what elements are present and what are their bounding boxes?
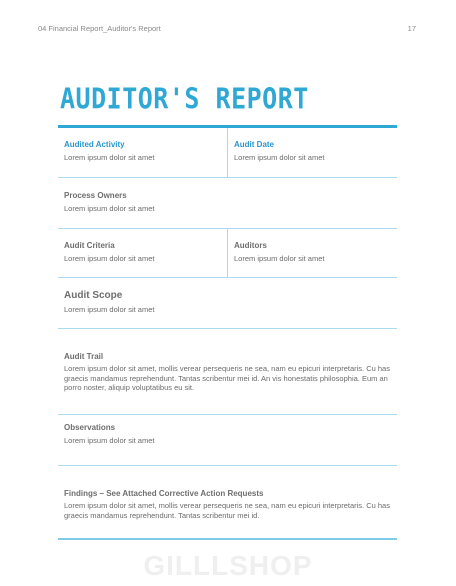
process-owners-field — [64, 191, 154, 214]
audit-trail-field — [64, 352, 399, 393]
observations-field — [64, 423, 154, 446]
audited-activity-label: Audited Activity — [64, 140, 125, 149]
process-owners-label: Process Owners — [64, 191, 127, 200]
audit-trail-label: Audit Trail — [64, 352, 104, 361]
row-divider — [58, 328, 397, 329]
audited-activity-value: Lorem ipsum dolor sit amet — [64, 153, 155, 162]
audit-date-value: Lorem ipsum dolor sit amet — [234, 153, 325, 162]
process-owners-value: Lorem ipsum dolor sit amet — [64, 204, 155, 213]
audited-activity-field — [64, 140, 154, 163]
row-divider — [58, 414, 397, 415]
findings-label: Findings – See Attached Corrective Action Requests — [64, 489, 264, 498]
row-divider — [58, 465, 397, 466]
audit-date-label: Audit Date — [234, 140, 274, 149]
watermark: GILLLSHOP — [143, 550, 313, 581]
audit-scope-value: Lorem ipsum dolor sit amet — [64, 305, 155, 314]
auditors-value: Lorem ipsum dolor sit amet — [234, 254, 325, 263]
page-title: AUDITOR'S REPORT — [60, 82, 309, 116]
row-divider — [58, 277, 397, 278]
page-number: 17 — [407, 24, 416, 33]
bottom-rule — [58, 538, 397, 540]
auditors-field — [234, 241, 324, 264]
audit-scope-label: Audit Scope — [64, 290, 123, 301]
audit-criteria-label: Audit Criteria — [64, 241, 115, 250]
column-divider — [227, 228, 228, 277]
audit-criteria-field — [64, 241, 154, 264]
header-section-title: 04 Financial Report_Auditor's Report — [38, 24, 161, 33]
audit-trail-value: Lorem ipsum dolor sit amet, mollis verear persequeris ne sea, nam eu epicuri interpretaris. Cu has graecis mandamus reprehendunt. Tantas scribentur mei id. An vis honestatis philosophia. Eum an porro noster, aliquip voluptatibus eu sit. — [64, 364, 390, 392]
audit-scope-field — [64, 290, 154, 315]
row-divider — [58, 177, 397, 178]
findings-field — [64, 489, 399, 520]
audit-date-field — [234, 140, 324, 163]
observations-label: Observations — [64, 423, 116, 432]
audit-criteria-value: Lorem ipsum dolor sit amet — [64, 254, 155, 263]
observations-value: Lorem ipsum dolor sit amet — [64, 436, 155, 445]
auditors-label: Auditors — [234, 241, 267, 250]
column-divider — [227, 128, 228, 177]
findings-value: Lorem ipsum dolor sit amet, mollis verear persequeris ne sea, nam eu epicuri interpretaris. Cu has graecis mandamus reprehendunt. Tantas scribentur mei id. — [64, 501, 390, 520]
